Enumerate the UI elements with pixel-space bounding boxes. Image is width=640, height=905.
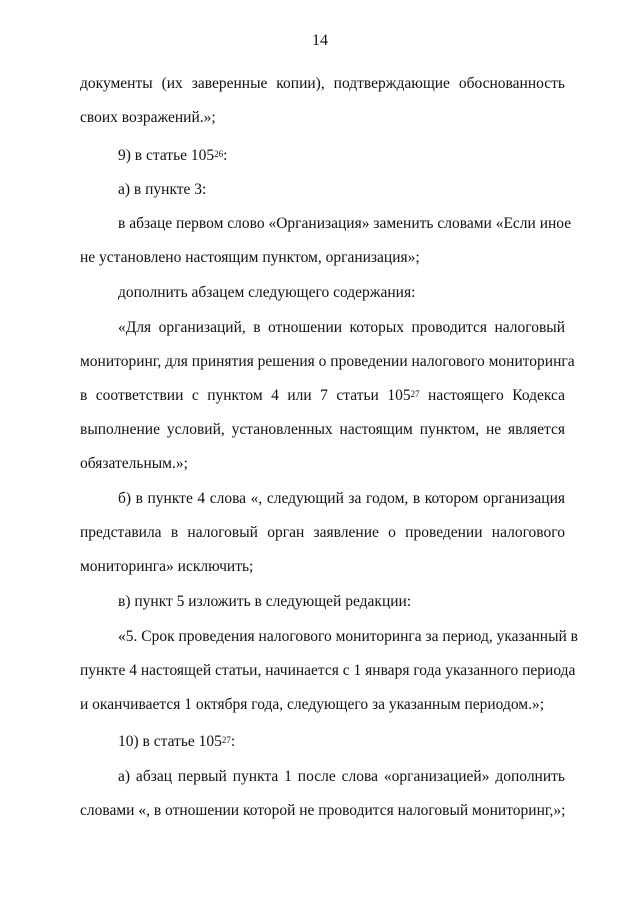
text-line: б) в пункте 4 слова «, следующий за годом, в котором организация — [118, 490, 565, 507]
text-fragment: настоящего Кодекса — [419, 387, 565, 404]
text-line: выполнение условий, установленных настоящим пунктом, не является — [80, 421, 565, 438]
superscript: 26 — [214, 149, 224, 159]
text-line: не установлено настоящим пунктом, организация»; — [80, 249, 420, 266]
text-line: словами «, в отношении которой не проводится налоговый мониторинг,»; — [80, 802, 566, 819]
text-fragment: 9) в статье 105 — [118, 147, 215, 164]
text-line: «5. Срок проведения налогового мониторинга за период, указанный в — [118, 628, 579, 645]
text-line: в абзаце первом слово «Организация» заменить словами «Если иное — [118, 215, 572, 232]
text-line: мониторинг, для принятия решения о проведении налогового мониторинга — [80, 353, 575, 370]
text-line: а) абзац первый пункта 1 после слова «организацией» дополнить — [118, 768, 565, 785]
text-line — [118, 146, 565, 166]
text-line: «Для организаций, в отношении которых проводится налоговый — [118, 319, 565, 336]
text-line: обязательным.»; — [80, 455, 188, 472]
text-fragment: : — [223, 147, 228, 164]
text-line: в) пункт 5 изложить в следующей редакции: — [118, 593, 412, 610]
text-line: дополнить абзацем следующего содержания: — [118, 284, 416, 301]
text-line: пункте 4 настоящей статьи, начинается с 1 января года указанного периода — [80, 662, 576, 679]
text-fragment: в соответствии с пунктом 4 или 7 статьи 105 — [80, 387, 411, 404]
text-line: своих возражений.»; — [80, 109, 216, 126]
text-line: документы (их заверенные копии), подтверждающие обоснованность — [80, 75, 565, 92]
text-line: а) в пункте 3: — [118, 181, 207, 198]
text-fragment: 10) в статье 105 — [118, 733, 222, 750]
text-line: мониторинга» исключить; — [80, 558, 254, 575]
superscript: 27 — [221, 735, 231, 745]
page-number: 14 — [312, 32, 328, 49]
superscript: 27 — [410, 389, 420, 399]
text-fragment: : — [230, 733, 236, 750]
text-line — [80, 386, 565, 406]
text-line: представила в налоговый орган заявление о проведении налогового — [80, 524, 565, 541]
text-line: и оканчивается 1 октября года, следующего за указанным периодом.»; — [80, 696, 545, 713]
text-line — [118, 732, 565, 752]
